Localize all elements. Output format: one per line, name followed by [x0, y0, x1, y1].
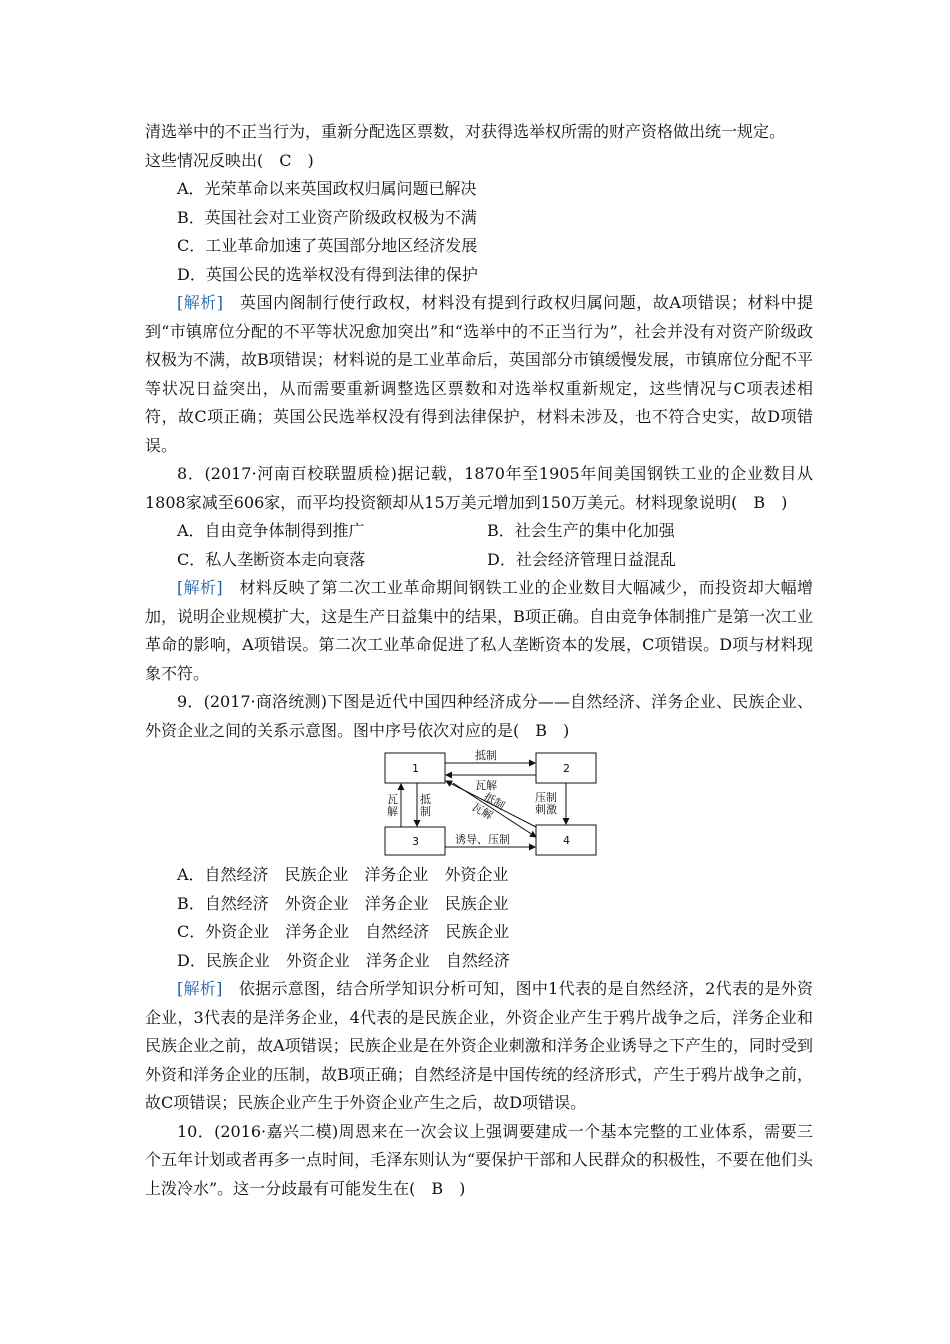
q7-analysis [145, 289, 813, 460]
label-left-b: 抵制 [420, 793, 431, 818]
q8-option-b: B．社会生产的集中化加强 [487, 521, 675, 540]
q8-option-c: C．私人垄断资本走向衰落 [177, 549, 366, 569]
q8-options-row2 [145, 546, 813, 575]
q9-analysis [145, 975, 813, 1118]
q7-option-d: D．英国公民的选举权没有得到法律的保护 [177, 264, 478, 284]
diagram-box-2-label: 2 [563, 762, 570, 775]
q8-option-a: A．自由竞争体制得到推广 [177, 521, 365, 540]
q8-analysis [145, 574, 813, 688]
q9-analysis-tag: [解析] [177, 979, 223, 998]
q9-stem: 9．(2017·商洛统测)下图是近代中国四种经济成分——自然经济、洋务企业、民族企业、外资企业之间的关系示意图。图中序号依次对应的是( B ) [145, 692, 813, 740]
q8-analysis-text: 材料反映了第二次工业革命期间钢铁工业的企业数目大幅减少，而投资却大幅增加，说明企业规模扩大，这是生产日益集中的结果，B项正确。自由竞争体制推广是第一次工业革命的影响，A项错误。第二次工业革命促进了私人垄断资本的发展，C项错误。D项与材料现象不符。 [145, 578, 813, 683]
q8-stem: 8．(2017·河南百校联盟质检)据记载，1870年至1905年间美国钢铁工业的企业数目从1808家减至606家，而平均投资额却从15万美元增加到150万美元。材料现象说明( B ) [145, 464, 813, 512]
q10-stem: 10．(2016·嘉兴二模)周恩来在一次会议上强调要建成一个基本完整的工业体系，需要三个五年计划或者再多一点时间，毛泽东则认为“要保护干部和人民群众的积极性，不要在他们头上泼冷水”。这一分歧最有可能发生在( B ) [145, 1121, 813, 1198]
q8-options-row1 [145, 517, 813, 546]
label-diag-b: 瓦解 [469, 800, 496, 823]
label-bottom: 诱导、压制 [455, 833, 510, 846]
label-top-arrow: 抵制 [475, 749, 497, 762]
relationship-diagram [383, 747, 603, 857]
label-diag-a: 抵制 [481, 790, 508, 813]
label-left-a: 瓦解 [387, 793, 398, 818]
q8-option-d: D．社会经济管理日益混乱 [487, 549, 676, 569]
diagram-box-1-label: 1 [412, 762, 419, 775]
diagram-box-3-label: 3 [412, 835, 419, 848]
q9-option-b: B．自然经济 外资企业 洋务企业 民族企业 [177, 893, 509, 913]
q9-option-d: D．民族企业 外资企业 洋务企业 自然经济 [177, 950, 510, 970]
label-right: 压制刺激 [535, 791, 557, 816]
q7-option-a: A．光荣革命以来英国政权归属问题已解决 [177, 179, 477, 198]
q7-analysis-text: 英国内阁制行使行政权，材料没有提到行政权归属问题，故A项错误；材料中提到“市镇席位分配的不平等状况愈加突出”和“选举中的不正当行为”，社会并没有对资产阶级政权极为不满，故B项错误；材料说的是工业革命后，英国部分市镇缓慢发展，市镇席位分配不平等状况日益突出，从而需要重新调整选区票数和对选举权重新规定，这些情况与C项表述相符，故C项正确；英国公民选举权没有得到法律保护，材料未涉及，也不符合史实，故D项错误。 [145, 293, 813, 455]
q7-stem-line1: 清选举中的不正当行为，重新分配选区票数，对获得选举权所需的财产资格做出统一规定。 [145, 122, 786, 141]
q7-stem-line2: 这些情况反映出( C ) [145, 150, 314, 170]
q9-analysis-text: 依据示意图，结合所学知识分析可知，图中1代表的是自然经济，2代表的是外资企业，3代表的是洋务企业，4代表的是民族企业，外资企业产生于鸦片战争之后，洋务企业和民族企业之前，故A项错误；民族企业是在外资企业刺激和洋务企业诱导之下产生的，同时受到外资和洋务企业的压制，故B项正确；自然经济是中国传统的经济形式，产生于鸦片战争之前，故C项错误；民族企业产生于外资企业产生之后，故D项错误。 [145, 979, 813, 1112]
q9-option-a: A．自然经济 民族企业 洋务企业 外资企业 [177, 865, 509, 884]
q7-analysis-tag: [解析] [177, 293, 224, 312]
document-page [145, 118, 813, 1203]
q7-option-c: C．工业革命加速了英国部分地区经济发展 [177, 236, 478, 255]
label-top-back: 瓦解 [475, 779, 497, 792]
q8-analysis-tag: [解析] [177, 578, 223, 597]
diagram-box-4-label: 4 [563, 834, 570, 847]
q9-option-c: C．外资企业 洋务企业 自然经济 民族企业 [177, 922, 510, 941]
q7-option-b: B．英国社会对工业资产阶级政权极为不满 [177, 207, 477, 227]
